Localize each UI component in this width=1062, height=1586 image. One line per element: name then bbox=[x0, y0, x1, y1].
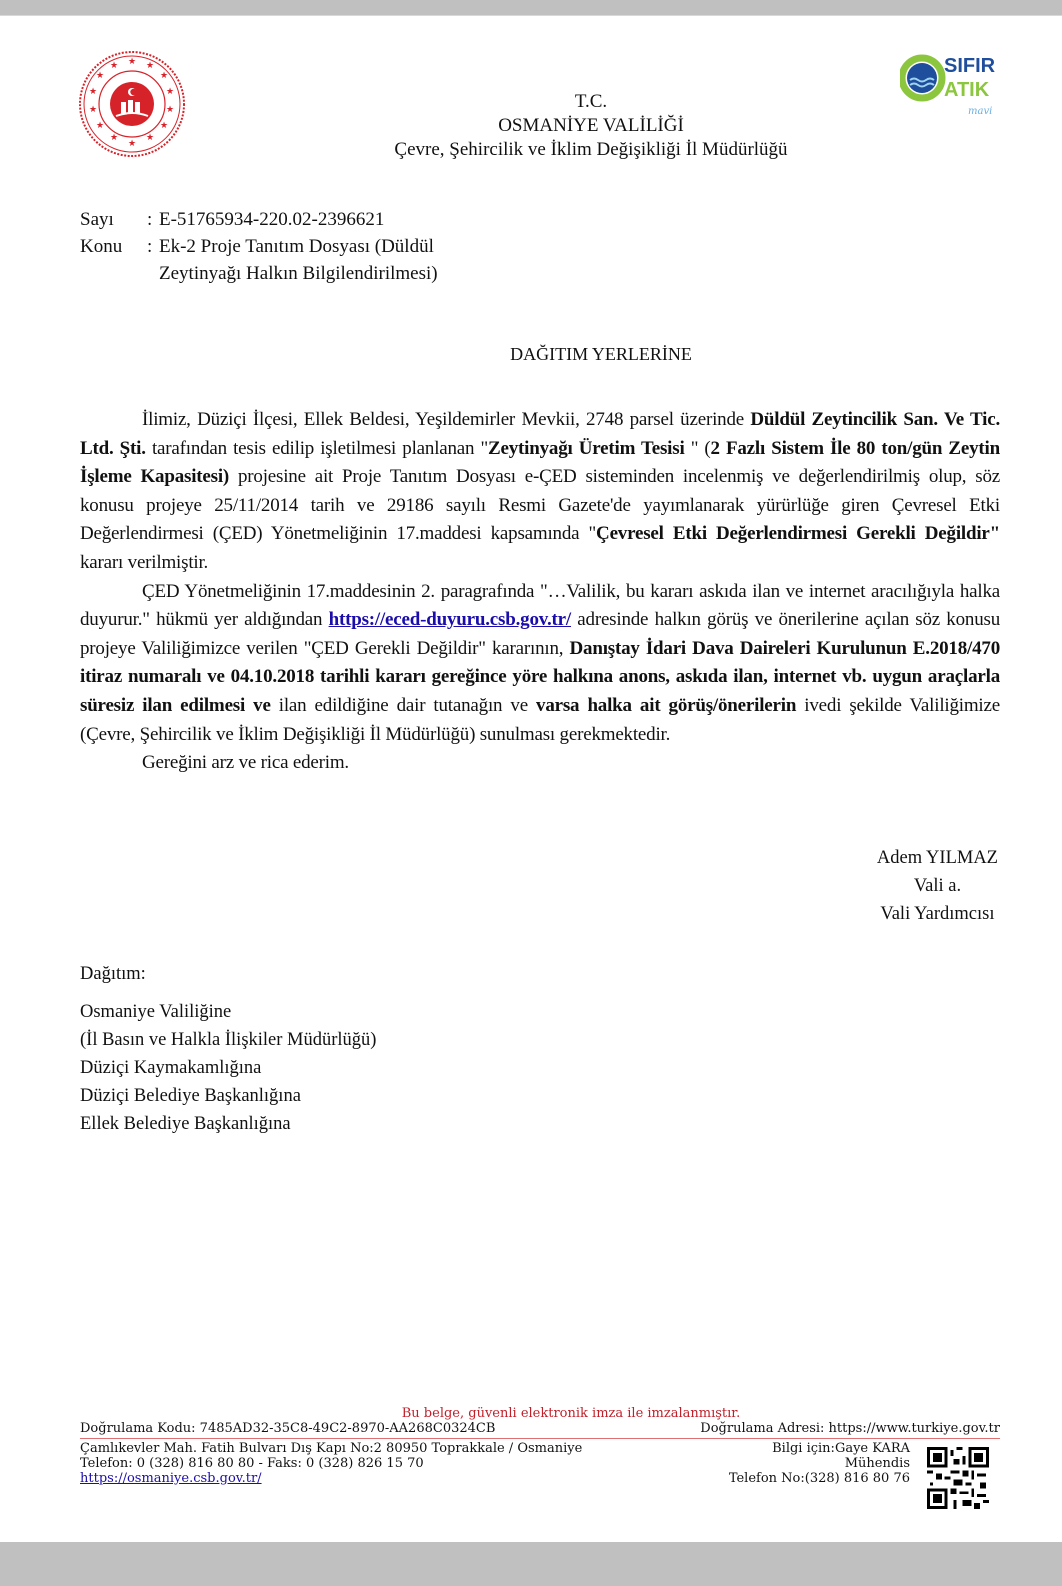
footer-website-link[interactable]: https://osmaniye.csb.gov.tr/ bbox=[80, 1471, 262, 1486]
distribution-item: Ellek Belediye Başkanlığına bbox=[80, 1114, 291, 1134]
p2-text-c: ilan edildiğine dair tutanağın ve bbox=[270, 694, 537, 716]
info-contact: Bilgi için:Gaye KARA bbox=[772, 1441, 910, 1456]
header-tc: T.C. bbox=[574, 91, 608, 112]
svg-text:★: ★ bbox=[146, 61, 155, 71]
footer-contact bbox=[80, 1441, 582, 1486]
p2-bold-2: varsa halka ait görüş/önerilerin bbox=[536, 694, 797, 716]
footer-info bbox=[729, 1441, 910, 1486]
distribution-item: (İl Basın ve Halkla İlişkiler Müdürlüğü) bbox=[80, 1030, 377, 1050]
body-paragraph-1 bbox=[80, 406, 1000, 578]
svg-text:★: ★ bbox=[110, 133, 119, 143]
svg-text:ATIK: ATIK bbox=[944, 79, 990, 101]
distribution-item: Düziçi Belediye Başkanlığına bbox=[80, 1086, 301, 1106]
p1-text-run: projesine ait Proje Tanıtım Dosyası e-ÇED sisteminden incelenmiş ve değerlendirilmiş olup, söz konusu projeye 25/11/2014 tarih ve 29186 sayılı Resmi Gazete'de yayımlanarak yürürlüğe giren Çevresel Etki Değerlendirmesi (ÇED) Yönetmeliğinin 17.maddesi kapsamında " bbox=[80, 466, 1000, 545]
p1-text-run: " ( bbox=[684, 437, 711, 459]
viewer-bottom-band bbox=[0, 1542, 1062, 1586]
p2-bold-1: Danıştay İdari Dava Daireleri Kurulunun E.2018/470 itiraz numaralı ve 04.10.2018 tarihli kararı gereğince yöre halkına anons, askıda ilan, internet vb. uygun araçlarla süresiz ilan edilmesi ve bbox=[80, 637, 1000, 716]
svg-text:★: ★ bbox=[96, 121, 105, 131]
info-title: Mühendis bbox=[844, 1456, 910, 1471]
svg-text:mavi: mavi bbox=[968, 106, 993, 117]
p2-text-b: adresinde halkın görüş ve önerilerine açılan söz konusu projeye Valiliğimizce verilen "ÇED Gerekli Değildir" kararının, bbox=[80, 609, 1000, 659]
p1-bold-run: 2 Fazlı Sistem İle 80 ton/gün Zeytin İşleme Kapasitesi) bbox=[80, 437, 1000, 488]
konu-label: Konu bbox=[80, 236, 123, 257]
konu-row bbox=[80, 233, 489, 287]
p2-text-a: ÇED Yönetmeliğinin 17.maddesinin 2. paragrafında "…Valilik, bu kararı askıda ilan ve internet aracılığıyla halka duyurur." hükmü yer aldığından bbox=[80, 580, 1000, 631]
sayi-colon: : bbox=[147, 209, 153, 230]
sayi-row bbox=[80, 206, 489, 233]
svg-text:★: ★ bbox=[89, 105, 98, 115]
svg-text:★: ★ bbox=[89, 87, 98, 97]
p1-bold-run: Düldül Zeytincilik San. Ve Tic. Ltd. Şti. bbox=[80, 409, 1000, 459]
document-meta bbox=[80, 206, 489, 287]
p1-text-run: İlimiz, Düziçi İlçesi, Ellek Beldesi, Yeşildemirler Mevkii, 2748 parsel üzerinde bbox=[142, 409, 751, 430]
signer-title: Vali Yardımcısı bbox=[880, 904, 995, 924]
footer-address: Çamlıkevler Mah. Fatih Bulvarı Dış Kapı No:2 80950 Toprakkale / Osmaniye bbox=[80, 1441, 583, 1456]
distribution-label: Dağıtım: bbox=[80, 964, 146, 984]
svg-text:★: ★ bbox=[110, 61, 119, 71]
qr-code-icon bbox=[927, 1447, 989, 1509]
p1-bold-run: Çevresel Etki Değerlendirmesi Gerekli Değildir" bbox=[596, 523, 1000, 545]
p1-bold-run: Zeytinyağı Üretim Tesisi bbox=[488, 437, 685, 459]
svg-text:★: ★ bbox=[96, 71, 105, 81]
svg-text:★: ★ bbox=[166, 87, 175, 97]
distribution-item: Düziçi Kaymakamlığına bbox=[80, 1058, 262, 1078]
header-directorate: Çevre, Şehircilik ve İklim Değişikliği İl Müdürlüğü bbox=[394, 139, 788, 160]
letterhead bbox=[0, 90, 1062, 162]
header-governorship: OSMANİYE VALİLİĞİ bbox=[498, 115, 684, 136]
letter-body bbox=[80, 406, 1000, 778]
p1-text-run: kararı verilmiştir. bbox=[80, 551, 209, 573]
info-phone: Telefon No:(328) 816 80 76 bbox=[728, 1471, 910, 1486]
sayi-label: Sayı bbox=[80, 209, 114, 230]
konu-value: Ek-2 Proje Tanıtım Dosyası (Düldül Zeytinyağı Halkın Bilgilendirilmesi) bbox=[159, 236, 438, 284]
verification-row bbox=[80, 1421, 1000, 1439]
konu-colon: : bbox=[147, 236, 153, 257]
svg-text:★: ★ bbox=[160, 71, 169, 81]
viewer-top-band bbox=[0, 0, 1062, 16]
body-paragraph-3: Gereğini arz ve rica ederim. bbox=[142, 752, 349, 774]
svg-text:SIFIR: SIFIR bbox=[944, 55, 996, 77]
distribution-heading: DAĞITIM YERLERİNE bbox=[510, 344, 692, 364]
svg-text:★: ★ bbox=[160, 121, 169, 131]
p1-text-run: tarafından tesis edilip işletilmesi planlanan " bbox=[145, 437, 489, 459]
distribution-list bbox=[80, 960, 376, 1138]
body-paragraph-2 bbox=[80, 578, 1000, 750]
svg-text:★: ★ bbox=[146, 133, 155, 143]
distribution-item: Osmaniye Valiliğine bbox=[80, 1002, 232, 1022]
signer-name: Adem YILMAZ bbox=[876, 848, 998, 868]
p2-text-d: ivedi şekilde Valiliğimize (Çevre, Şehircilik ve İklim Değişikliği İl Müdürlüğü) sunulması gerekmektedir. bbox=[80, 694, 1000, 745]
sayi-value: E-51765934-220.02-2396621 bbox=[159, 209, 385, 230]
svg-text:★: ★ bbox=[128, 57, 137, 67]
e-signature-notice: Bu belge, güvenli elektronik imza ile imzalanmıştır. bbox=[401, 1406, 741, 1421]
signer-on-behalf: Vali a. bbox=[913, 876, 962, 896]
svg-text:★: ★ bbox=[128, 139, 137, 149]
footer-phone: Telefon: 0 (328) 816 80 80 - Faks: 0 (328) 826 15 70 bbox=[80, 1456, 424, 1471]
signature-block bbox=[877, 844, 998, 928]
eced-duyuru-link[interactable]: https://eced-duyuru.csb.gov.tr/ bbox=[328, 609, 571, 631]
verification-address: Doğrulama Adresi: https://www.turkiye.gov.tr bbox=[700, 1421, 1000, 1436]
svg-text:★: ★ bbox=[166, 105, 175, 115]
verification-code: Doğrulama Kodu: 7485AD32-35C8-49C2-8970-AA268C0324CB bbox=[80, 1421, 496, 1436]
